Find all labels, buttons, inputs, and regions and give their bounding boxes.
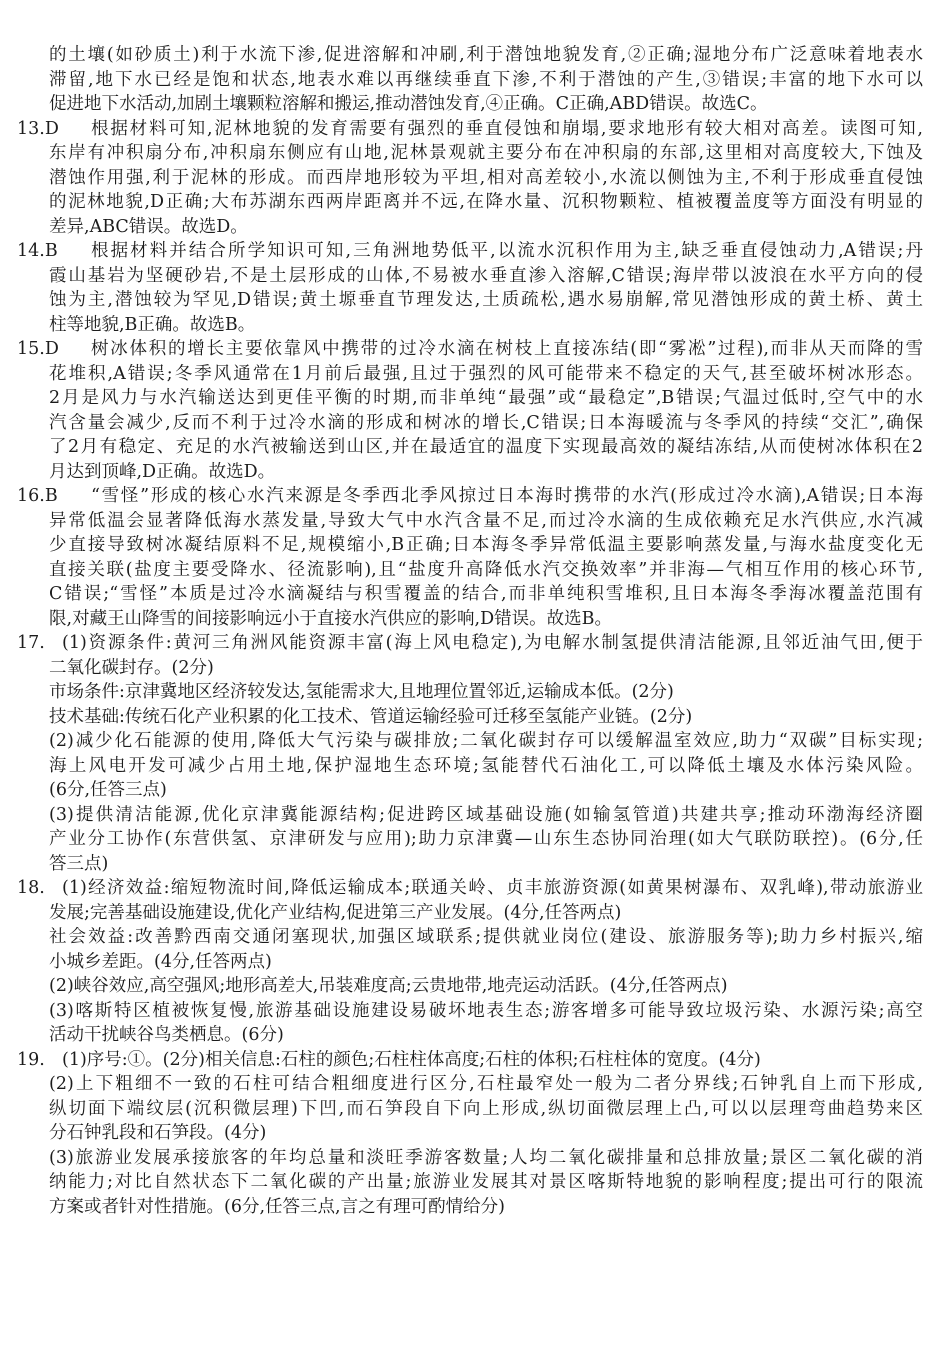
text-line	[0, 411, 950, 436]
text-line	[0, 68, 950, 93]
text-line	[0, 901, 950, 926]
text-line	[0, 925, 950, 950]
text-line	[0, 166, 950, 191]
text-line	[0, 313, 950, 338]
text-line	[0, 484, 950, 509]
line-text: 霞山基岩为坚硬砂岩,不是土层形成的山体,不易被水垂直渗入溶解,C错误;海岸带以波浪在水平方向的侵	[49, 265, 923, 286]
text-line	[0, 460, 950, 485]
answer-item-13D	[0, 117, 950, 240]
text-line	[0, 729, 950, 754]
text-line	[0, 141, 950, 166]
text-line	[0, 1121, 950, 1146]
line-text: 答三点)	[49, 853, 109, 874]
line-text: (1)资源条件:黄河三角洲风能资源丰富(海上风电稳定),为电解水制氢提供清洁能源,且邻近油气田,便于	[62, 633, 923, 653]
text-line	[0, 778, 950, 803]
line-text: 的泥林地貌,D正确;大布苏湖东西两岸距离并不远,在降水量、沉积物颗粒、植被覆盖度等方面没有明显的	[49, 192, 923, 212]
line-text: 纳能力;对比自然状态下二氧化碳的产出量;旅游业发展其对景区喀斯特地貌的影响程度;提出可行的限流	[49, 1172, 923, 1192]
text-line	[0, 852, 950, 877]
line-text: 海上风电开发可减少占用土地,保护湿地生态环境;氢能替代石油化工,可以降低土壤及水体污染风险。	[49, 755, 923, 776]
item-number: 17.	[17, 633, 45, 653]
item-number: 18.	[17, 878, 45, 898]
line-text: 汽含量会减少,反而不利于过冷水滴的形成和树冰的增长,C错误;日本海暖流与冬季风的持续“交汇”,确保	[49, 412, 923, 433]
line-text: 根据材料并结合所学知识可知,三角洲地势低平,以流水沉积作用为主,缺乏垂直侵蚀动力,A错误;丹	[91, 241, 923, 261]
answer-item-17	[0, 631, 950, 876]
answer-continuation	[0, 43, 950, 117]
line-text: 直接关联(盐度主要受降水、径流影响),且“盐度升高降低水汽交换效率”并非海—气相互作用的核心环节,	[49, 559, 923, 580]
text-line	[0, 337, 950, 362]
line-text: 了2月有稳定、充足的水汽被输送到山区,并在最适宜的温度下实现最高效的凝结冻结,从而使树冰体积在2	[49, 437, 923, 457]
item-number: 19.	[17, 1049, 45, 1070]
text-line	[0, 1170, 950, 1195]
line-text: 的土壤(如砂质土)利于水流下渗,促进溶解和冲刷,利于潜蚀地貌发育,②正确;湿地分布广泛意味着地表水	[49, 45, 923, 65]
line-text: 异常低温会显著降低海水蒸发量,导致大气中水汽含量不足,而过冷水滴的生成依赖充足水汽供应,水汽减	[49, 510, 923, 531]
text-line	[0, 362, 950, 387]
text-line	[0, 1048, 950, 1073]
text-line	[0, 705, 950, 730]
text-line	[0, 950, 950, 975]
text-line	[0, 631, 950, 656]
text-line	[0, 974, 950, 999]
text-line	[0, 656, 950, 681]
text-line	[0, 876, 950, 901]
line-text: (3)旅游业发展承接旅客的年均总量和淡旺季游客数量;人均二氧化碳排量和总排放量;景区二氧化碳的消	[49, 1147, 923, 1168]
line-text: (1)序号:①。(2分)相关信息:石柱的颜色;石柱柱体高度;石柱的体积;石柱柱体的宽度。(4分)	[62, 1049, 761, 1070]
text-line	[0, 999, 950, 1024]
line-text: 月达到顶峰,D正确。故选D。	[49, 461, 276, 482]
line-text: 技术基础:传统石化产业积累的化工技术、管道运输经验可迁移至氢能产业链。(2分)	[49, 706, 693, 727]
line-text: 根据材料可知,泥林地貌的发育需要有强烈的垂直侵蚀和崩塌,要求地形有较大相对高差。读图可知,	[91, 118, 923, 139]
line-text: 产业分工协作(东营供氢、京津研发与应用);助力京津冀—山东生态协同治理(如大气联防联控)。(6分,任	[49, 829, 923, 849]
answer-item-14B	[0, 239, 950, 337]
text-line	[0, 435, 950, 460]
line-text: 树冰体积的增长主要依靠风中携带的过冷水滴在树枝上直接冻结(即“雾凇”过程),而非从天而降的雪	[91, 339, 923, 359]
text-line	[0, 533, 950, 558]
text-line	[0, 288, 950, 313]
line-text: 市场条件:京津冀地区经济较发达,氢能需求大,且地理位置邻近,运输成本低。(2分)	[49, 682, 674, 702]
text-line	[0, 1195, 950, 1220]
line-text: 东岸有冲积扇分布,冲积扇东侧应有山地,泥林景观就主要分布在冲积扇的东部,这里相对高度较大,下蚀及	[49, 143, 923, 163]
line-text: (2)峡谷效应,高空强风;地形高差大,吊装难度高;云贵地带,地壳运动活跃。(4分,任答两点)	[49, 976, 728, 996]
line-text: (3)喀斯特区植被恢复慢,旅游基础设施建设易破坏地表生态;游客增多可能导致垃圾污染、水源污染;高空	[49, 1000, 923, 1021]
line-text: 纵切面下端纹层(沉积微层理)下凹,而石笋段自下向上形成,纵切面微层理上凸,可以以层理弯曲趋势来区	[49, 1098, 923, 1119]
text-line	[0, 1072, 950, 1097]
text-line	[0, 43, 950, 68]
text-line	[0, 264, 950, 289]
item-number: 15.D	[17, 339, 59, 359]
line-text: 二氧化碳封存。(2分)	[49, 657, 214, 678]
text-line	[0, 117, 950, 142]
line-text: C错误;“雪怪”本质是过冷水滴凝结与积雪覆盖的结合,而非单纯积雪堆积,且日本海冬季海冰覆盖范围有	[49, 584, 923, 604]
answer-item-18	[0, 876, 950, 1048]
line-text: 差异,ABC错误。故选D。	[49, 216, 248, 237]
text-line	[0, 239, 950, 264]
line-text: 活动干扰峡谷鸟类栖息。(6分)	[49, 1025, 284, 1045]
line-text: (2)上下粗细不一致的石柱可结合粗细度进行区分,石柱最窄处一般为二者分界线;石钟乳自上而下形成,	[49, 1074, 923, 1094]
text-line	[0, 1097, 950, 1122]
text-line	[0, 803, 950, 828]
line-text: 促进地下水活动,加剧土壤颗粒溶解和搬运,推动潜蚀发育,④正确。C正确,ABD错误。故选C。	[49, 94, 768, 114]
text-line	[0, 1023, 950, 1048]
text-line	[0, 509, 950, 534]
text-line	[0, 215, 950, 240]
item-number: 16.B	[17, 486, 58, 506]
line-text: 花堆积,A错误;冬季风通常在1月前后最强,且过于强烈的风可能带来不稳定的天气,甚至破坏树冰形态。	[49, 363, 923, 384]
line-text: (6分,任答三点)	[49, 780, 167, 800]
line-text: (1)经济效益:缩短物流时间,降低运输成本;联通关岭、贞丰旅游资源(如黄果树瀑布、双乳峰),带动旅游业	[62, 878, 923, 898]
answer-item-16B	[0, 484, 950, 631]
line-text: “雪怪”形成的核心水汽来源是冬季西北季风掠过日本海时携带的水汽(形成过冷水滴),A错误;日本海	[91, 486, 923, 506]
item-number: 14.B	[17, 241, 58, 261]
line-text: 发展;完善基础设施建设,优化产业结构,促进第三产业发展。(4分,任答两点)	[49, 902, 622, 923]
line-text: 小城乡差距。(4分,任答两点)	[49, 951, 272, 972]
line-text: (3)提供清洁能源,优化京津冀能源结构;促进跨区域基础设施(如输氢管道)共建共享;推动环渤海经济圈	[49, 804, 923, 825]
line-text: 方案或者针对性措施。(6分,任答三点,言之有理可酌情给分)	[49, 1196, 505, 1217]
text-line	[0, 558, 950, 583]
text-line	[0, 386, 950, 411]
text-line	[0, 607, 950, 632]
answer-item-15D	[0, 337, 950, 484]
line-text: (2)减少化石能源的使用,降低大气污染与碳排放;二氧化碳封存可以缓解温室效应,助力“双碳”目标实现;	[49, 731, 923, 751]
item-number: 13.D	[17, 118, 59, 139]
line-text: 2月是风力与水汽输送达到更佳平衡的时期,而非单纯“最强”或“最稳定”,B错误;气温过低时,空气中的水	[49, 388, 923, 408]
text-line	[0, 754, 950, 779]
text-line	[0, 190, 950, 215]
line-text: 限,对藏王山降雪的间接影响远小于直接水汽供应的影响,D错误。故选B。	[49, 608, 613, 629]
line-text: 社会效益:改善黔西南交通闭塞现状,加强区域联系;提供就业岗位(建设、旅游服务等);助力乡村振兴,缩	[49, 927, 923, 947]
answer-item-19	[0, 1048, 950, 1220]
line-text: 潜蚀作用强,利于泥林的形成。而西岸地形较为平坦,相对高差较小,水流以侧蚀为主,不利于形成垂直侵蚀	[49, 167, 923, 188]
text-line	[0, 680, 950, 705]
line-text: 柱等地貌,B正确。故选B。	[49, 314, 256, 335]
line-text: 蚀为主,潜蚀较为罕见,D错误;黄土塬垂直节理发达,土质疏松,遇水易崩解,常见潜蚀形成的黄土桥、黄土	[49, 290, 923, 310]
text-line	[0, 92, 950, 117]
line-text: 少直接导致树冰凝结原料不足,规模缩小,B正确;日本海冬季异常低温主要影响蒸发量,与海水盐度变化无	[49, 535, 923, 555]
answer-document	[0, 43, 950, 1219]
text-line	[0, 582, 950, 607]
text-line	[0, 1146, 950, 1171]
text-line	[0, 827, 950, 852]
line-text: 分石钟乳段和石笋段。(4分)	[49, 1123, 267, 1143]
line-text: 滞留,地下水已经是饱和状态,地表水难以再继续垂直下渗,不利于潜蚀的产生,③错误;丰富的地下水可以	[49, 69, 923, 90]
